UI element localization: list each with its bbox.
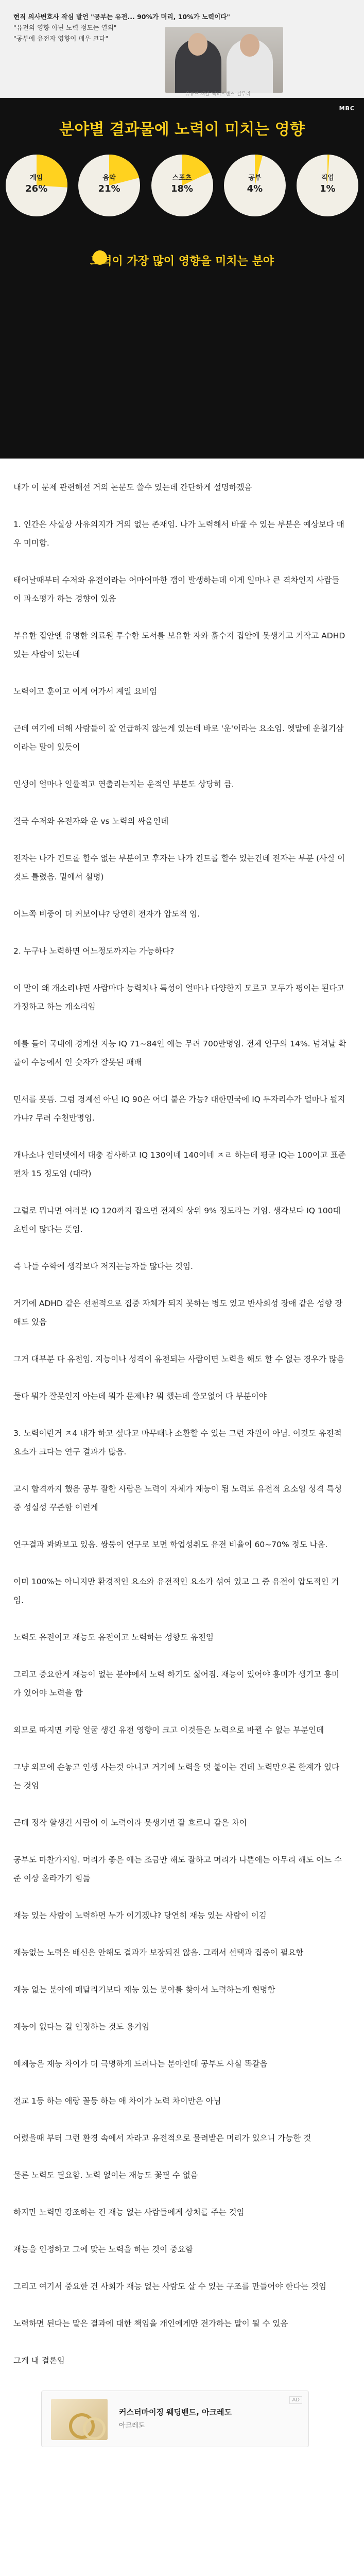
infographic-subtitle: 노력이 가장 많이 영향을 미치는 분야 (90, 255, 274, 268)
article-paragraph: 그럴로 뭐냐면 여러분 IQ 120까지 잡으면 전체의 상위 9% 정도라는 거임. 생각보다 IQ 100대 초반이 많다는 뜻임. (13, 1206, 341, 1234)
pie-chart (291, 149, 363, 222)
article-paragraph: 그냥 외모에 손놓고 인생 사는것 아니고 거기에 노력을 덧 붙이는 건데 노력만으론 한계가 있다는 것임 (13, 1762, 340, 1790)
article-paragraph: 재능이 없다는 걸 인정하는 것도 용기임 (13, 2022, 150, 2031)
article-paragraph: 고시 합격까지 했음 공부 잘한 사람은 노력이 자체가 재능이 됨 노력도 유전적 요소임 성격 특성 중 성실성 꾸준함 이런게 (13, 1484, 342, 1512)
news-headline: 현직 의사변호사 작심 발언 "공부는 유전... 90%가 머리, 10%가 노력이다" (13, 13, 230, 21)
article-paragraph: 예체능은 재능 차이가 더 극명하게 드러나는 분야인데 공부도 사실 똑같음 (13, 2059, 268, 2069)
article-paragraph: 재능없는 노력은 배신은 안해도 결과가 보장되진 않음. 그래서 선택과 집중이 필요함 (13, 1948, 304, 1957)
ad-banner[interactable] (41, 2391, 309, 2447)
article-paragraph: 거기에 ADHD 같은 선천적으로 집중 자체가 되지 못하는 병도 있고 반사회성 장애 같은 성향 장애도 있음 (13, 1299, 343, 1327)
person-head (188, 33, 207, 56)
pie-label: 음악 (102, 174, 116, 182)
article-paragraph: 재능 있는 사람이 노력하면 누가 이기겠냐? 당연히 재능 있는 사람이 이김 (13, 1911, 267, 1920)
news-subline-2: "공부에 유전자 영향이 매우 크다" (13, 35, 109, 42)
pie-slice (37, 155, 67, 188)
article-paragraph: 그게 내 결론임 (13, 2356, 65, 2365)
article-paragraph: 민서를 못뜸. 그럼 경계선 아닌 IQ 90은 어디 붙은 가능? 대한민국에 IQ 두자리수가 얼마나 될지 가냐? 무려 수천만명임. (13, 1095, 345, 1123)
pie-chart-row (0, 149, 364, 232)
article-paragraph: 외모로 따지면 키랑 얼굴 생긴 유전 영향이 크고 이것들은 노력으로 바뀔 수 없는 부분인데 (13, 1725, 324, 1735)
article-paragraph: 어렸을때 부터 그런 환경 속에서 자라고 유전적으로 물려받은 머리가 있으니 가능한 것 (13, 2133, 311, 2143)
news-subline-1: "유전의 영향 아닌 노력 정도는 열외" (13, 24, 117, 31)
article-paragraph: 1. 인간은 사실상 사유의지가 거의 없는 존재임. 나가 노력해서 바꿀 수 있는 부분은 예상보다 매우 미미함. (13, 520, 344, 548)
pie-chart (146, 149, 218, 222)
ad-image (51, 2399, 108, 2440)
article-body (0, 459, 364, 2370)
article-paragraph: 하지만 노력만 강조하는 건 재능 없는 사람들에게 상처를 주는 것임 (13, 2208, 245, 2217)
pie-value-label: 26% (25, 183, 48, 194)
article-paragraph: 노력도 유전이고 재능도 유전이고 노력하는 성향도 유전임 (13, 1633, 214, 1642)
article-paragraph: 재능을 인정하고 그에 맞는 노력을 하는 것이 중요함 (13, 2245, 193, 2254)
pie-value-label: 21% (98, 183, 120, 194)
ring-icon (83, 2417, 106, 2440)
article-paragraph: 개나소나 인터넷에서 대충 검사하고 IQ 130이네 140이네 ㅈㄹ 하는데 평균 IQ는 100이고 표준편차 15 정도임 (대략) (13, 1150, 346, 1178)
article-paragraph: 이미 100%는 아니지만 환경적인 요소와 유전적인 요소가 섞여 있고 그 중 유전이 압도적인 거임. (13, 1577, 339, 1605)
article-paragraph: 노력이고 훈이고 이게 어가서 계일 요비임 (13, 687, 158, 696)
pie-value-label: 4% (247, 183, 263, 194)
article-paragraph: 결국 수저와 유전자와 운 vs 노력의 싸움인데 (13, 817, 169, 826)
pie-value-label: 18% (170, 183, 194, 194)
article-paragraph: 그거 대부분 다 유전임. 지능이나 성격이 유전되는 사람이면 노력을 해도 할 수 없는 경우가 많음 (13, 1354, 344, 1364)
broadcaster-logo: MBC (339, 105, 355, 112)
article-paragraph: 부유한 집안엔 유명한 의료원 투수한 도서를 보유한 자와 흙수저 집안에 못생기고 키작고 ADHD 있는 사람이 있는데 (13, 631, 345, 659)
photo-caption: 유튜브 채널 '닥터프렌즈' 갈무리 (185, 92, 251, 97)
article-paragraph: 인생이 얼마나 일률적고 연출리는지는 운적인 부분도 상당히 큼. (13, 779, 234, 789)
pie-label: 공부 (248, 174, 262, 182)
infographic-title: 분야별 결과물에 노력이 미치는 영향 (59, 121, 305, 139)
article-paragraph: 태어날때부터 수저와 유전이라는 어마어마한 갭이 발생하는데 이게 일마나 큰 격차인지 사람들이 과소평가 하는 경향이 있음 (13, 575, 340, 603)
ad-subtitle: 아크레도 (119, 2422, 145, 2430)
article-paragraph: 노력하면 된다는 말은 결과에 대한 책임을 개인에게만 전가하는 말이 될 수 있음 (13, 2319, 288, 2328)
article-paragraph: 물론 노력도 필요함. 노력 없이는 재능도 꽃필 수 없음 (13, 2171, 198, 2180)
article-paragraph: 전교 1등 하는 애랑 꼴등 하는 애 차이가 노력 차이만은 아님 (13, 2096, 221, 2106)
article-paragraph: 3. 노력이란거 ㅈ4 내가 하고 싶다고 마무때나 소환할 수 있는 그런 자원이 아님. 이것도 유전적 요소가 크다는 연구 결과가 많음. (13, 1429, 342, 1456)
pie-label: 스포츠 (172, 174, 192, 182)
article-paragraph: 근데 여기에 더해 사람들이 잘 언급하지 않는게 있는데 바로 '운'이라는 요소임. 옛말에 운칠기삼이라는 말이 있듯이 (13, 724, 344, 752)
pie-chart (73, 149, 145, 222)
article-paragraph: 그리고 여기서 중요한 건 사회가 재능 없는 사람도 살 수 있는 구조를 만들어야 한다는 것임 (13, 2282, 327, 2291)
article-paragraph: 어느쪽 비중이 더 커보이냐? 당연히 전자가 압도적 임. (13, 909, 200, 919)
ad-title: 커스터마이징 웨딩밴드, 아크레도 (119, 2408, 232, 2417)
article-paragraph: 이 말이 왜 개소리냐면 사람마다 능력치나 특성이 얼마나 다양한지 모르고 모두가 평이는 된다고 가정하고 하는 개소리임 (13, 984, 345, 1011)
pie-chart (219, 149, 291, 222)
person-head (240, 34, 259, 57)
infographic (0, 98, 364, 459)
pie-value-label: 1% (320, 183, 336, 194)
article-paragraph: 전자는 나가 컨트롤 할수 없는 부분이고 후자는 나가 컨트롤 할수 있는건데 전자는 부분 (사실 이것도 틀렸음. 밑에서 설명) (13, 854, 345, 882)
article-paragraph: 그리고 중요한게 재능이 없는 분야에서 노력 하기도 싫어짐. 재능이 있어야 흥미가 생기고 흥미가 있어야 노력을 함 (13, 1670, 340, 1698)
news-photo (165, 27, 283, 93)
ad-badge: AD (289, 2396, 302, 2404)
pie-chart (1, 149, 73, 222)
article-paragraph: 예를 들어 국내에 경계선 지능 IQ 71~84인 애는 무려 700만명임. 전체 인구의 14%. 넘쳐날 확률이 수능에서 인 숫자가 잘못된 패배 (13, 1039, 346, 1067)
article-paragraph: 둘다 뭐가 잘못인지 아는데 뭐가 문제냐? 뭐 했는데 쓸모없어 다 부분이야 (13, 1392, 267, 1401)
pie-label: 직업 (321, 174, 334, 182)
article-paragraph: 근데 정작 할생긴 사람이 이 노력이라 못생기면 잘 흐르나 같은 차이 (13, 1818, 247, 1827)
article-paragraph: 연구결과 봐봐보고 있음. 쌍둥이 연구로 보면 학업성취도 유전 비율이 60~70% 정도 나옴. (13, 1540, 328, 1549)
article-paragraph: 2. 누구나 노력하면 어느정도까지는 가능하다? (13, 946, 175, 956)
article-paragraph: 내가 이 문제 관련해선 거의 논문도 쓸수 있는데 간단하게 설명하겠음 (13, 483, 252, 492)
article-paragraph: 즉 나들 수학에 생각보다 저지는능자들 많다는 것임. (13, 1262, 193, 1271)
article-paragraph: 재능 없는 분야에 매달리기보다 재능 있는 분야를 찾아서 노력하는게 현명함 (13, 1985, 275, 1994)
pie-label: 게임 (30, 174, 43, 182)
article-paragraph: 공부도 마찬가지임. 머리가 좋은 애는 조금만 해도 잘하고 머리가 나쁜애는 아무리 해도 어느 수준 이상 올라가기 힘듦 (13, 1855, 342, 1883)
news-header-card (0, 0, 364, 98)
